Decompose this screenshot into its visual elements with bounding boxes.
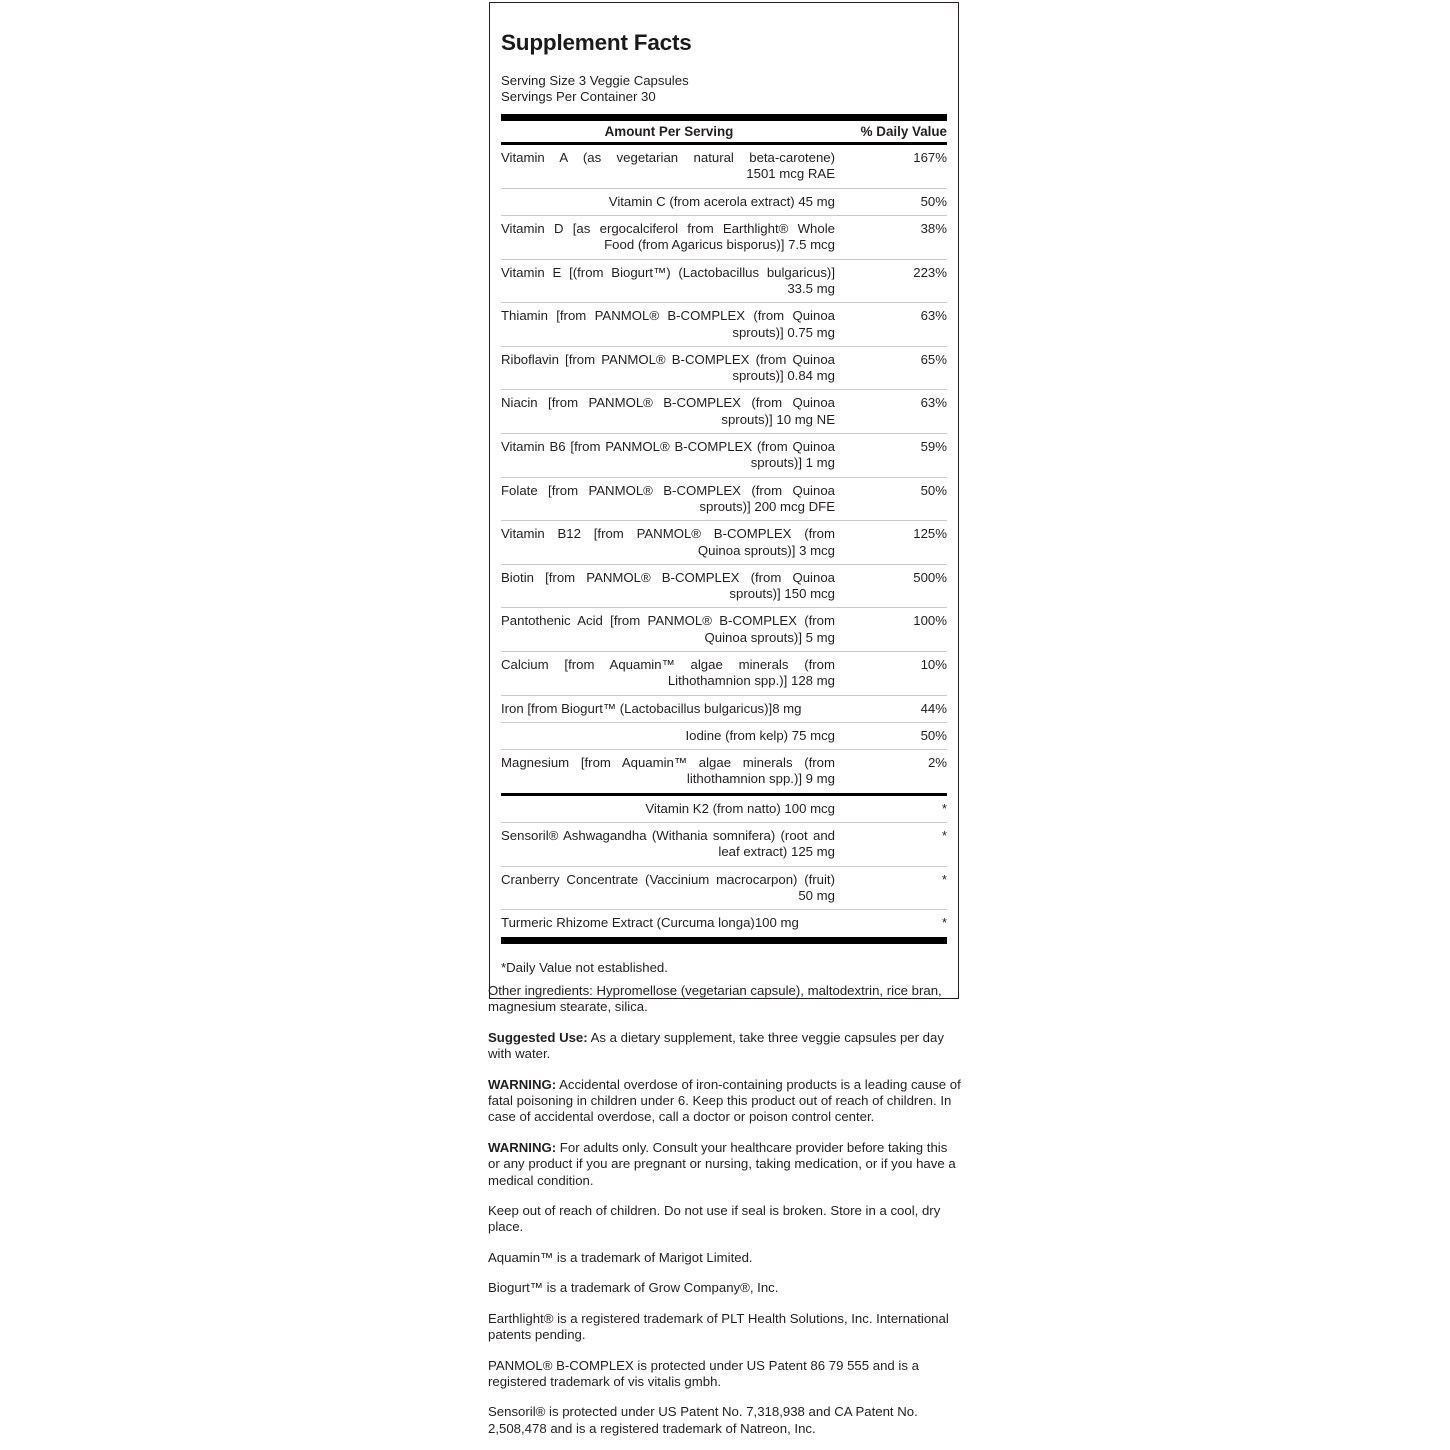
nutrient-name: Sensoril® Ashwagandha (Withania somnifera) (root and leaf extract) bbox=[501, 828, 835, 860]
nutrient-main bbox=[501, 308, 843, 341]
warning-adults-text: For adults only. Consult your healthcare provider before taking this or any product if you are pregnant or nursing, taking medication, or if you have a medical condition. bbox=[488, 1139, 956, 1188]
nutrient-name: Biotin [from PANMOL® B-COMPLEX (from Quinoa sprouts)] bbox=[501, 569, 835, 602]
nutrient-name: Vitamin D [as ergocalciferol from Earthlight® Whole Food (from Agaricus bisporus)] bbox=[501, 221, 835, 253]
other-ingredients: Other ingredients: Hypromellose (vegetarian capsule), maltodextrin, rice bran, magnesium stearate, silica. bbox=[488, 983, 942, 1015]
nutrient-main bbox=[501, 828, 843, 861]
nutrient-main bbox=[501, 872, 843, 905]
nutrient-daily-value: 10% bbox=[920, 656, 947, 672]
nutrient-row bbox=[501, 910, 947, 936]
nutrient-daily-value: * bbox=[941, 800, 947, 816]
nutrient-daily-value: 223% bbox=[913, 264, 947, 280]
nutrient-amount: 128 mg bbox=[791, 673, 835, 689]
trademark-panmol: PANMOL® B-COMPLEX is protected under US Patent 86 79 555 and is a registered trademark of vis vitalis gmbh. bbox=[488, 1357, 919, 1389]
trademark-earthlight: Earthlight® is a registered trademark of PLT Health Solutions, Inc. International patents pending. bbox=[488, 1310, 949, 1343]
nutrient-name: Calcium [from Aquamin™ algae minerals (from Lithothamnion spp.)] bbox=[501, 656, 835, 689]
column-header-amount: Amount Per Serving bbox=[604, 124, 734, 140]
serving-info bbox=[501, 73, 947, 105]
warning-iron-label: WARNING: bbox=[488, 1076, 557, 1092]
nutrient-name: Riboflavin [from PANMOL® B-COMPLEX (from Quinoa sprouts)] bbox=[501, 351, 835, 384]
nutrient-main bbox=[501, 439, 843, 472]
daily-value-footnote: *Daily Value not established. bbox=[501, 959, 668, 975]
nutrient-row bbox=[501, 145, 947, 188]
nutrient-amount: 1 mg bbox=[805, 455, 835, 471]
nutrient-rows-with-dv bbox=[501, 145, 947, 793]
nutrient-amount: 150 mcg bbox=[784, 586, 835, 602]
nutrient-amount: 5 mg bbox=[805, 629, 835, 645]
nutrient-main bbox=[501, 526, 843, 559]
nutrient-amount: 45 mg bbox=[798, 193, 835, 209]
suggested-use-text: As a dietary supplement, take three veggie capsules per day with water. bbox=[488, 1029, 944, 1062]
nutrient-daily-value: 100% bbox=[913, 613, 947, 629]
nutrient-row bbox=[501, 565, 947, 608]
nutrient-name: Vitamin K2 (from natto) bbox=[645, 800, 781, 816]
rule-thick-bottom bbox=[501, 937, 947, 944]
warning-adults-label: WARNING: bbox=[488, 1139, 557, 1155]
nutrient-daily-value: 44% bbox=[920, 700, 947, 716]
nutrient-row bbox=[501, 189, 947, 215]
column-header-daily-value: % Daily Value bbox=[860, 124, 947, 140]
nutrient-amount: 3 mcg bbox=[799, 542, 835, 558]
label-body-copy bbox=[488, 983, 962, 1437]
nutrient-amount: 50 mg bbox=[798, 887, 835, 903]
nutrient-amount: 75 mcg bbox=[791, 727, 835, 743]
nutrient-row bbox=[501, 823, 947, 866]
nutrient-daily-value: * bbox=[941, 871, 947, 887]
nutrient-daily-value: 63% bbox=[920, 395, 947, 411]
nutrient-main bbox=[501, 150, 843, 183]
nutrient-name: Vitamin B12 [from PANMOL® B-COMPLEX (from Quinoa sprouts)] bbox=[501, 526, 835, 558]
nutrient-main bbox=[501, 221, 843, 254]
nutrient-row bbox=[501, 434, 947, 477]
nutrient-name: Pantothenic Acid [from PANMOL® B-COMPLEX (from Quinoa sprouts)] bbox=[501, 613, 835, 645]
warning-iron bbox=[488, 1077, 962, 1126]
nutrient-row bbox=[501, 696, 947, 722]
nutrient-row bbox=[501, 390, 947, 433]
trademark-sensoril: Sensoril® is protected under US Patent No. 7,318,938 and CA Patent No. 2,508,478 and is a registered trademark of Natreon, Inc. bbox=[488, 1404, 918, 1436]
nutrient-amount: 0.75 mg bbox=[787, 324, 835, 340]
nutrient-name: Iodine (from kelp) bbox=[685, 727, 789, 743]
nutrient-name: Iron [from Biogurt™ (Lactobacillus bulgaricus)] bbox=[501, 700, 773, 716]
nutrient-amount: 10 mg NE bbox=[776, 411, 835, 427]
nutrient-amount: 7.5 mcg bbox=[788, 237, 835, 253]
nutrient-row bbox=[501, 608, 947, 651]
nutrient-name: Vitamin B6 [from PANMOL® B-COMPLEX (from Quinoa sprouts)] bbox=[501, 439, 835, 471]
nutrient-row bbox=[501, 260, 947, 303]
servings-per-container: Servings Per Container 30 bbox=[501, 88, 656, 104]
nutrient-row bbox=[501, 521, 947, 564]
nutrient-main bbox=[501, 801, 843, 817]
nutrient-daily-value: 125% bbox=[913, 526, 947, 542]
nutrient-row bbox=[501, 216, 947, 259]
nutrient-daily-value: 50% bbox=[920, 727, 947, 743]
warning-iron-text: Accidental overdose of iron-containing products is a leading cause of fatal poisoning in children under 6. Keep this product out of reach of children. In case of accidental overdose, call a doctor or poison control center. bbox=[488, 1076, 961, 1125]
nutrient-main bbox=[501, 395, 843, 428]
nutrient-row bbox=[501, 796, 947, 822]
nutrient-daily-value: * bbox=[941, 915, 947, 931]
nutrient-amount: 0.84 mg bbox=[787, 368, 835, 384]
nutrient-main bbox=[501, 915, 843, 931]
storage-instructions: Keep out of reach of children. Do not use if seal is broken. Store in a cool, dry place. bbox=[488, 1203, 941, 1235]
nutrient-name: Vitamin A (as vegetarian natural beta-carotene) bbox=[501, 150, 835, 166]
nutrient-row bbox=[501, 478, 947, 521]
nutrient-main bbox=[501, 701, 843, 717]
table-header-row bbox=[501, 121, 947, 142]
nutrient-main bbox=[501, 265, 843, 298]
suggested-use bbox=[488, 1030, 962, 1063]
nutrient-name: Magnesium [from Aquamin™ algae minerals (from lithothamnion spp.)] bbox=[501, 755, 835, 787]
trademark-aquamin: Aquamin™ is a trademark of Marigot Limited. bbox=[488, 1249, 753, 1265]
nutrient-main bbox=[501, 728, 843, 744]
supplement-facts-panel bbox=[489, 2, 959, 999]
nutrient-name: Cranberry Concentrate (Vaccinium macrocarpon) (fruit) bbox=[501, 871, 835, 887]
nutrient-rows-no-dv bbox=[501, 796, 947, 937]
nutrient-row bbox=[501, 652, 947, 695]
nutrient-main bbox=[501, 483, 843, 516]
nutrient-main bbox=[501, 657, 843, 690]
nutrient-main bbox=[501, 352, 843, 385]
nutrient-daily-value: 2% bbox=[927, 755, 947, 771]
nutrient-amount: 33.5 mg bbox=[787, 280, 835, 296]
nutrient-name: Vitamin C (from acerola extract) bbox=[608, 193, 795, 209]
panel-title: Supplement Facts bbox=[501, 30, 692, 55]
nutrient-name: Thiamin [from PANMOL® B-COMPLEX (from Quinoa sprouts)] bbox=[501, 308, 835, 340]
nutrient-row bbox=[501, 867, 947, 910]
nutrient-amount: 9 mg bbox=[805, 771, 835, 787]
nutrient-main bbox=[501, 194, 843, 210]
nutrient-daily-value: 38% bbox=[920, 221, 947, 237]
nutrient-amount: 8 mg bbox=[772, 700, 802, 716]
nutrient-name: Niacin [from PANMOL® B-COMPLEX (from Quinoa sprouts)] bbox=[501, 395, 835, 427]
nutrient-amount: 200 mcg DFE bbox=[754, 498, 835, 514]
nutrient-daily-value: 65% bbox=[920, 351, 947, 367]
nutrient-main bbox=[501, 613, 843, 646]
nutrient-row bbox=[501, 347, 947, 390]
warning-adults bbox=[488, 1140, 962, 1189]
nutrient-daily-value: 50% bbox=[920, 482, 947, 498]
nutrient-daily-value: * bbox=[941, 828, 947, 844]
nutrient-amount: 1501 mcg RAE bbox=[746, 166, 835, 182]
nutrient-row bbox=[501, 723, 947, 749]
nutrient-daily-value: 59% bbox=[920, 439, 947, 455]
nutrient-daily-value: 167% bbox=[913, 150, 947, 166]
serving-size: Serving Size 3 Veggie Capsules bbox=[501, 72, 689, 88]
nutrient-daily-value: 63% bbox=[920, 308, 947, 324]
nutrient-name: Turmeric Rhizome Extract (Curcuma longa) bbox=[501, 915, 755, 931]
suggested-use-label: Suggested Use: bbox=[488, 1029, 588, 1045]
nutrient-amount: 100 mg bbox=[754, 915, 799, 931]
rule-thick-top bbox=[501, 114, 947, 121]
nutrient-amount: 125 mg bbox=[791, 844, 835, 860]
nutrient-main bbox=[501, 755, 843, 788]
nutrient-name: Vitamin E [(from Biogurt™) (Lactobacillus bulgaricus)] bbox=[501, 264, 835, 280]
trademark-biogurt: Biogurt™ is a trademark of Grow Company®, Inc. bbox=[488, 1280, 779, 1296]
nutrient-amount: 100 mcg bbox=[784, 800, 835, 816]
nutrient-main bbox=[501, 570, 843, 603]
nutrient-daily-value: 50% bbox=[920, 193, 947, 209]
nutrient-daily-value: 500% bbox=[913, 569, 947, 585]
nutrient-row bbox=[501, 750, 947, 793]
nutrient-row bbox=[501, 303, 947, 346]
nutrient-name: Folate [from PANMOL® B-COMPLEX (from Quinoa sprouts)] bbox=[501, 482, 835, 514]
